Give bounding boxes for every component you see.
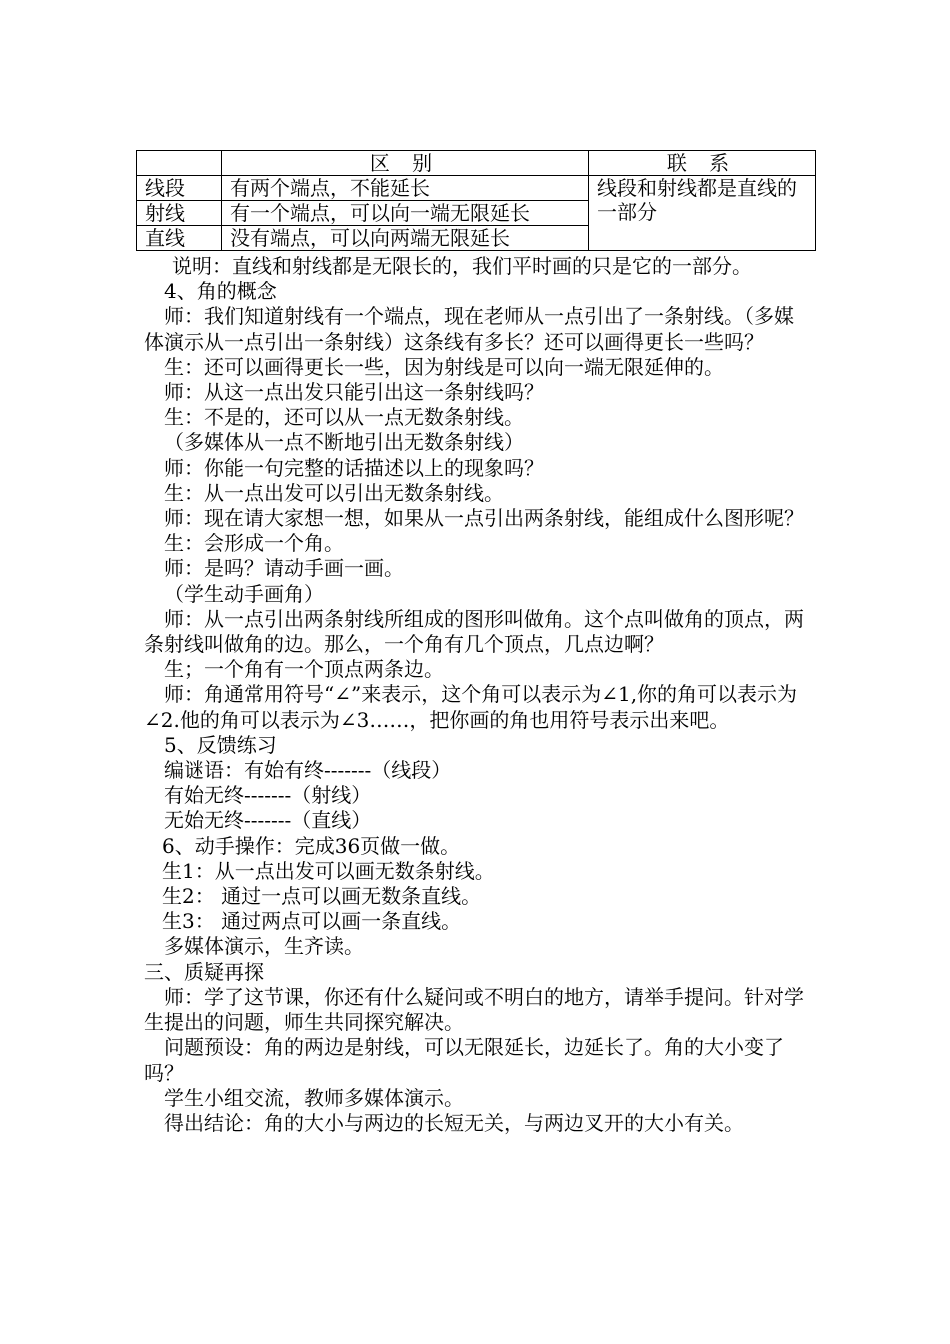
paragraph: （多媒体从一点不断地引出无数条射线） — [164, 430, 524, 455]
section-heading: 5、反馈练习 — [164, 732, 277, 757]
paragraph: 生：还可以画得更长一些，因为射线是可以向一端无限延伸的。 — [164, 354, 724, 379]
paragraph: （学生动手画角） — [164, 581, 324, 606]
paragraph: 师：现在请大家想一想，如果从一点引出两条射线，能组成什么图形呢？ — [164, 506, 804, 531]
comparison-table — [136, 150, 816, 251]
header-blank-cell — [137, 151, 222, 176]
paragraph: 师：是吗？请动手画一画。 — [164, 556, 404, 581]
section-heading: 4、角的概念 — [164, 279, 277, 304]
paragraph: 生1：从一点出发可以画无数条射线。 — [162, 858, 495, 883]
section-heading: 6、动手操作：完成36页做一做。 — [162, 833, 461, 858]
paragraph: 师：从这一点出发只能引出这一条射线吗？ — [164, 380, 544, 405]
header-relation-cell: 联 系 — [589, 151, 816, 176]
table-row — [137, 176, 816, 201]
row-name-cell: 直线 — [137, 226, 222, 251]
paragraph: 编谜语：有始有终-------（线段） — [164, 758, 452, 783]
paragraph: 师：学了这节课，你还有什么疑问或不明白的地方，请举手提问。针对学生提出的问题，师生共同探究解决。 — [144, 984, 804, 1035]
paragraph: 多媒体演示，生齐读。 — [164, 934, 364, 959]
row-difference-cell: 有一个端点，可以向一端无限延长 — [222, 201, 589, 226]
paragraph: 师：我们知道射线有一个端点，现在老师从一点引出了一条射线。（多媒体演示从一点引出一条射线）这条线有多长？还可以画得更长一些吗？ — [144, 304, 794, 354]
paragraph: 学生小组交流，教师多媒体演示。 — [164, 1085, 464, 1110]
document-body — [144, 254, 812, 1136]
header-difference-cell: 区 别 — [222, 151, 589, 176]
paragraph: 生2： 通过一点可以画无数条直线。 — [162, 884, 482, 909]
paragraph: 得出结论：角的大小与两边的长短无关，与两边叉开的大小有关。 — [164, 1110, 744, 1135]
row-difference-cell: 有两个端点，不能延长 — [222, 176, 589, 201]
paragraph: 师：从一点引出两条射线所组成的图形叫做角。这个点叫做角的顶点，两条射线叫做角的边。那么，一个角有几个顶点，几点边啊？ — [144, 606, 804, 657]
row-name-cell: 线段 — [137, 176, 222, 201]
row-difference-cell: 没有端点，可以向两端无限延长 — [222, 226, 589, 251]
paragraph: 生：从一点出发可以引出无数条射线。 — [164, 480, 504, 505]
paragraph: 说明：直线和射线都是无限长的，我们平时画的只是它的一部分。 — [172, 254, 752, 278]
relation-cell: 线段和射线都是直线的一部分 — [589, 176, 816, 251]
paragraph: 无始无终-------（直线） — [164, 808, 372, 833]
paragraph: 生；一个角有一个顶点两条边。 — [164, 657, 444, 682]
paragraph: 有始无终-------（射线） — [164, 783, 372, 808]
paragraph: 问题预设：角的两边是射线，可以无限延长，边延长了。角的大小变了吗？ — [144, 1035, 784, 1085]
section-heading: 三、质疑再探 — [144, 959, 264, 984]
table-header-row — [137, 151, 816, 176]
row-name-cell: 射线 — [137, 201, 222, 226]
paragraph: 生3： 通过两点可以画一条直线。 — [162, 909, 462, 934]
paragraph: 师：你能一句完整的话描述以上的现象吗？ — [164, 455, 544, 480]
paragraph: 生：会形成一个角。 — [164, 531, 344, 556]
paragraph: 师：角通常用符号“∠”来表示，这个角可以表示为∠1,你的角可以表示为∠2.他的角可以表示为∠3……，把你画的角也用符号表示出来吧。 — [144, 682, 798, 732]
paragraph: 生：不是的，还可以从一点无数条射线。 — [164, 405, 524, 430]
